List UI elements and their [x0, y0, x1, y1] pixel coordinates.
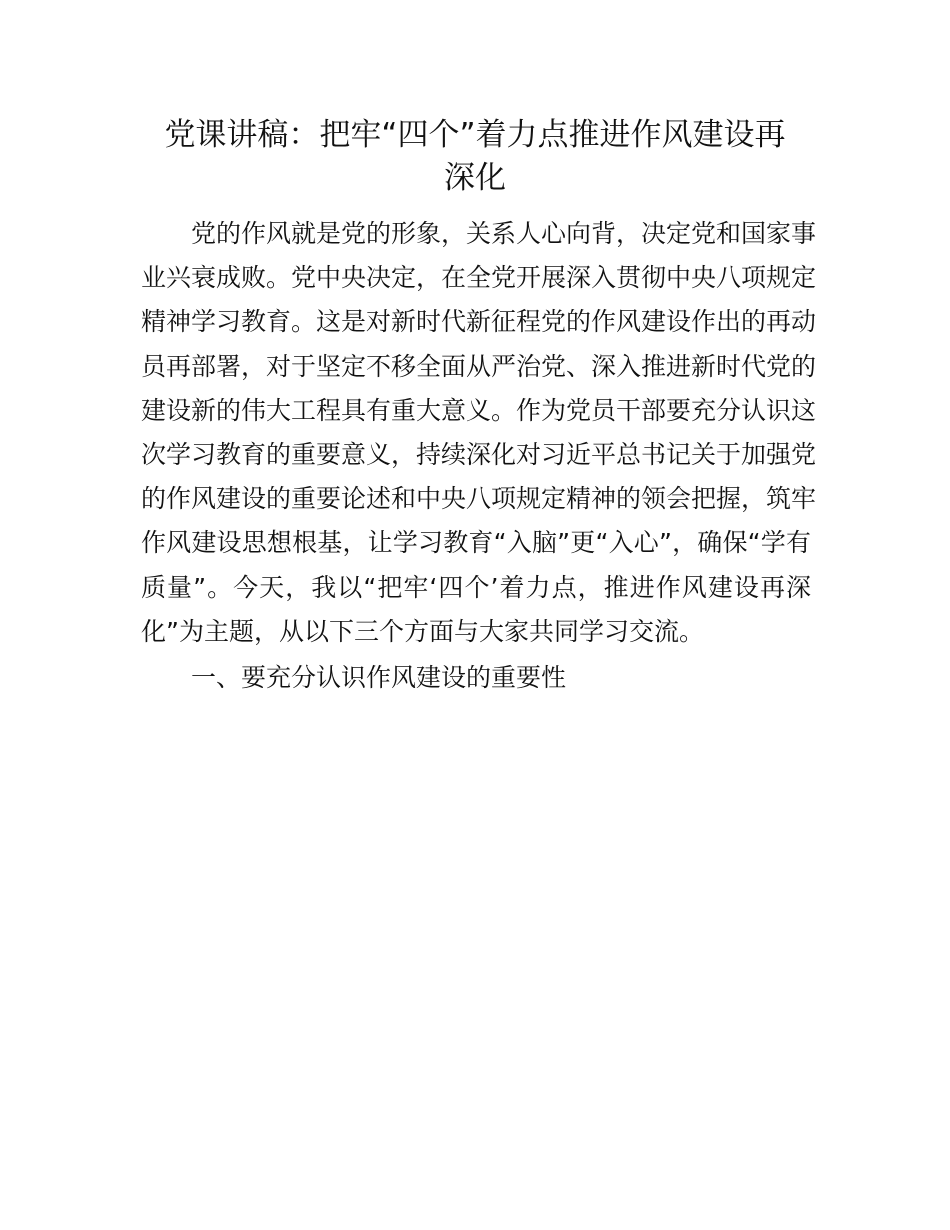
section-heading: 一、要充分认识作风建设的重要性: [191, 663, 567, 692]
paragraph-line: 精神学习教育。这是对新时代新征程党的作风建设作出的再动: [141, 307, 817, 337]
paragraph-line: 党的作风就是党的形象，关系人心向背，决定党和国家事: [191, 219, 817, 248]
document-title: [100, 114, 850, 200]
paragraph-line: 化”为主题，从以下三个方面与大家共同学习交流。: [141, 616, 704, 646]
title-line: 党课讲稿：把牢“四个”着力点推进作风建设再: [164, 117, 786, 153]
intro-paragraph: [141, 212, 817, 654]
paragraph-line: 业兴衰成败。党中央决定，在全党开展深入贯彻中央八项规定: [141, 263, 817, 293]
paragraph-line: 建设新的伟大工程具有重大意义。作为党员干部要充分认识这: [141, 395, 817, 425]
paragraph-line: 作风建设思想根基，让学习教育“入脑”更“入心”，确保“学有: [141, 528, 811, 558]
paragraph-line: 质量”。今天，我以“把牢‘四个’着力点，推进作风建设再深: [141, 572, 811, 602]
title-line: 深化: [444, 160, 506, 196]
paragraph-line: 的作风建设的重要论述和中央八项规定精神的领会把握，筑牢: [141, 484, 817, 514]
paragraph-line: 员再部署，对于坚定不移全面从严治党、深入推进新时代党的: [141, 351, 817, 381]
paragraph-line: 次学习教育的重要意义，持续深化对习近平总书记关于加强党: [141, 439, 817, 469]
